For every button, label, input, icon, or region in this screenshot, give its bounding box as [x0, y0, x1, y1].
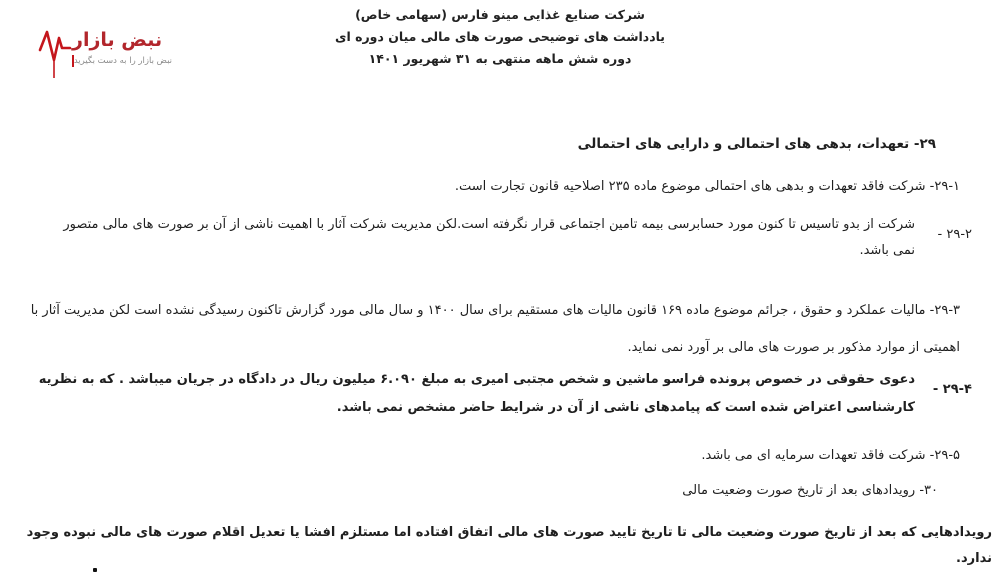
note-29-4-text: دعوی حقوقی در خصوص پرونده فراسو ماشین و شخص مجتبی امیری به مبلغ ۶.۰۹۰ میلیون ریال در دادگاه در جریان میباشد . که به نظریه کارشناسی اعتراض شده است که پیامدهای ناشی از آن در شرایط حاضر مشخص نمی باشد. [38, 372, 915, 415]
note-30-body: رویدادهایی که بعد از تاریخ صورت وضعیت مالی تا تاریخ تایید صورت های مالی اتفاق افتاده اما مستلزم افشا یا تعدیل اقلام صورت های مالی نبوده وجود ندارد. [26, 525, 992, 566]
note-29-2 [0, 212, 1000, 264]
document-header [0, 4, 1000, 70]
note-29-heading: ۲۹- تعهدات، بدهی های احتمالی و دارایی های احتمالی [577, 136, 936, 152]
note-29-5: ۲۹-۵- شرکت فاقد تعهدات سرمایه ای می باشد. [701, 448, 960, 463]
note-29-4-number: ۲۹-۴ - [932, 382, 972, 397]
note-29-2-number: ۲۹-۲ - [937, 227, 972, 242]
note-29-2-text: شرکت از بدو تاسیس تا کنون مورد حسابرسی بیمه تامین اجتماعی قرار نگرفته است.لکن مدیریت شرکت آثار با اهمیت ناشی از آن بر صورت های مالی متصور نمی باشد. [63, 217, 915, 258]
note-30-heading: ۳۰- رویدادهای بعد از تاریخ صورت وضعیت مالی [682, 483, 938, 498]
logo-title: نبض بازار [72, 29, 163, 51]
logo-tagline: نبض بازار را به دست بگیرید [73, 56, 172, 66]
note-29-1: ۲۹-۱- شرکت فاقد تعهدات و بدهی های احتمالی موضوع ماده ۲۳۵ اصلاحیه قانون تجارت است. [454, 179, 960, 194]
trailing-dot [93, 568, 97, 572]
period-line: دوره شش ماهه منتهی به ۳۱ شهریور ۱۴۰۱ [368, 51, 632, 66]
company-name: شرکت صنایع غذایی مینو فارس (سهامی خاص) [355, 7, 645, 22]
note-29-3: ۲۹-۳- مالیات عملکرد و حقوق ، جرائم موضوع ماده ۱۶۹ قانون مالیات های مستقیم برای سال ۱۴۰۰ و سال مالی مورد گزارش تاکنون رسیدگی نشده است لکن مدیریت آثار با اهمیتی از موارد مذکور بر صورت های مالی بر آورد نمی نماید. [30, 303, 960, 355]
notes-title: یادداشت های توضیحی صورت های مالی میان دوره ای [335, 29, 665, 44]
note-29-4 [0, 366, 1000, 422]
